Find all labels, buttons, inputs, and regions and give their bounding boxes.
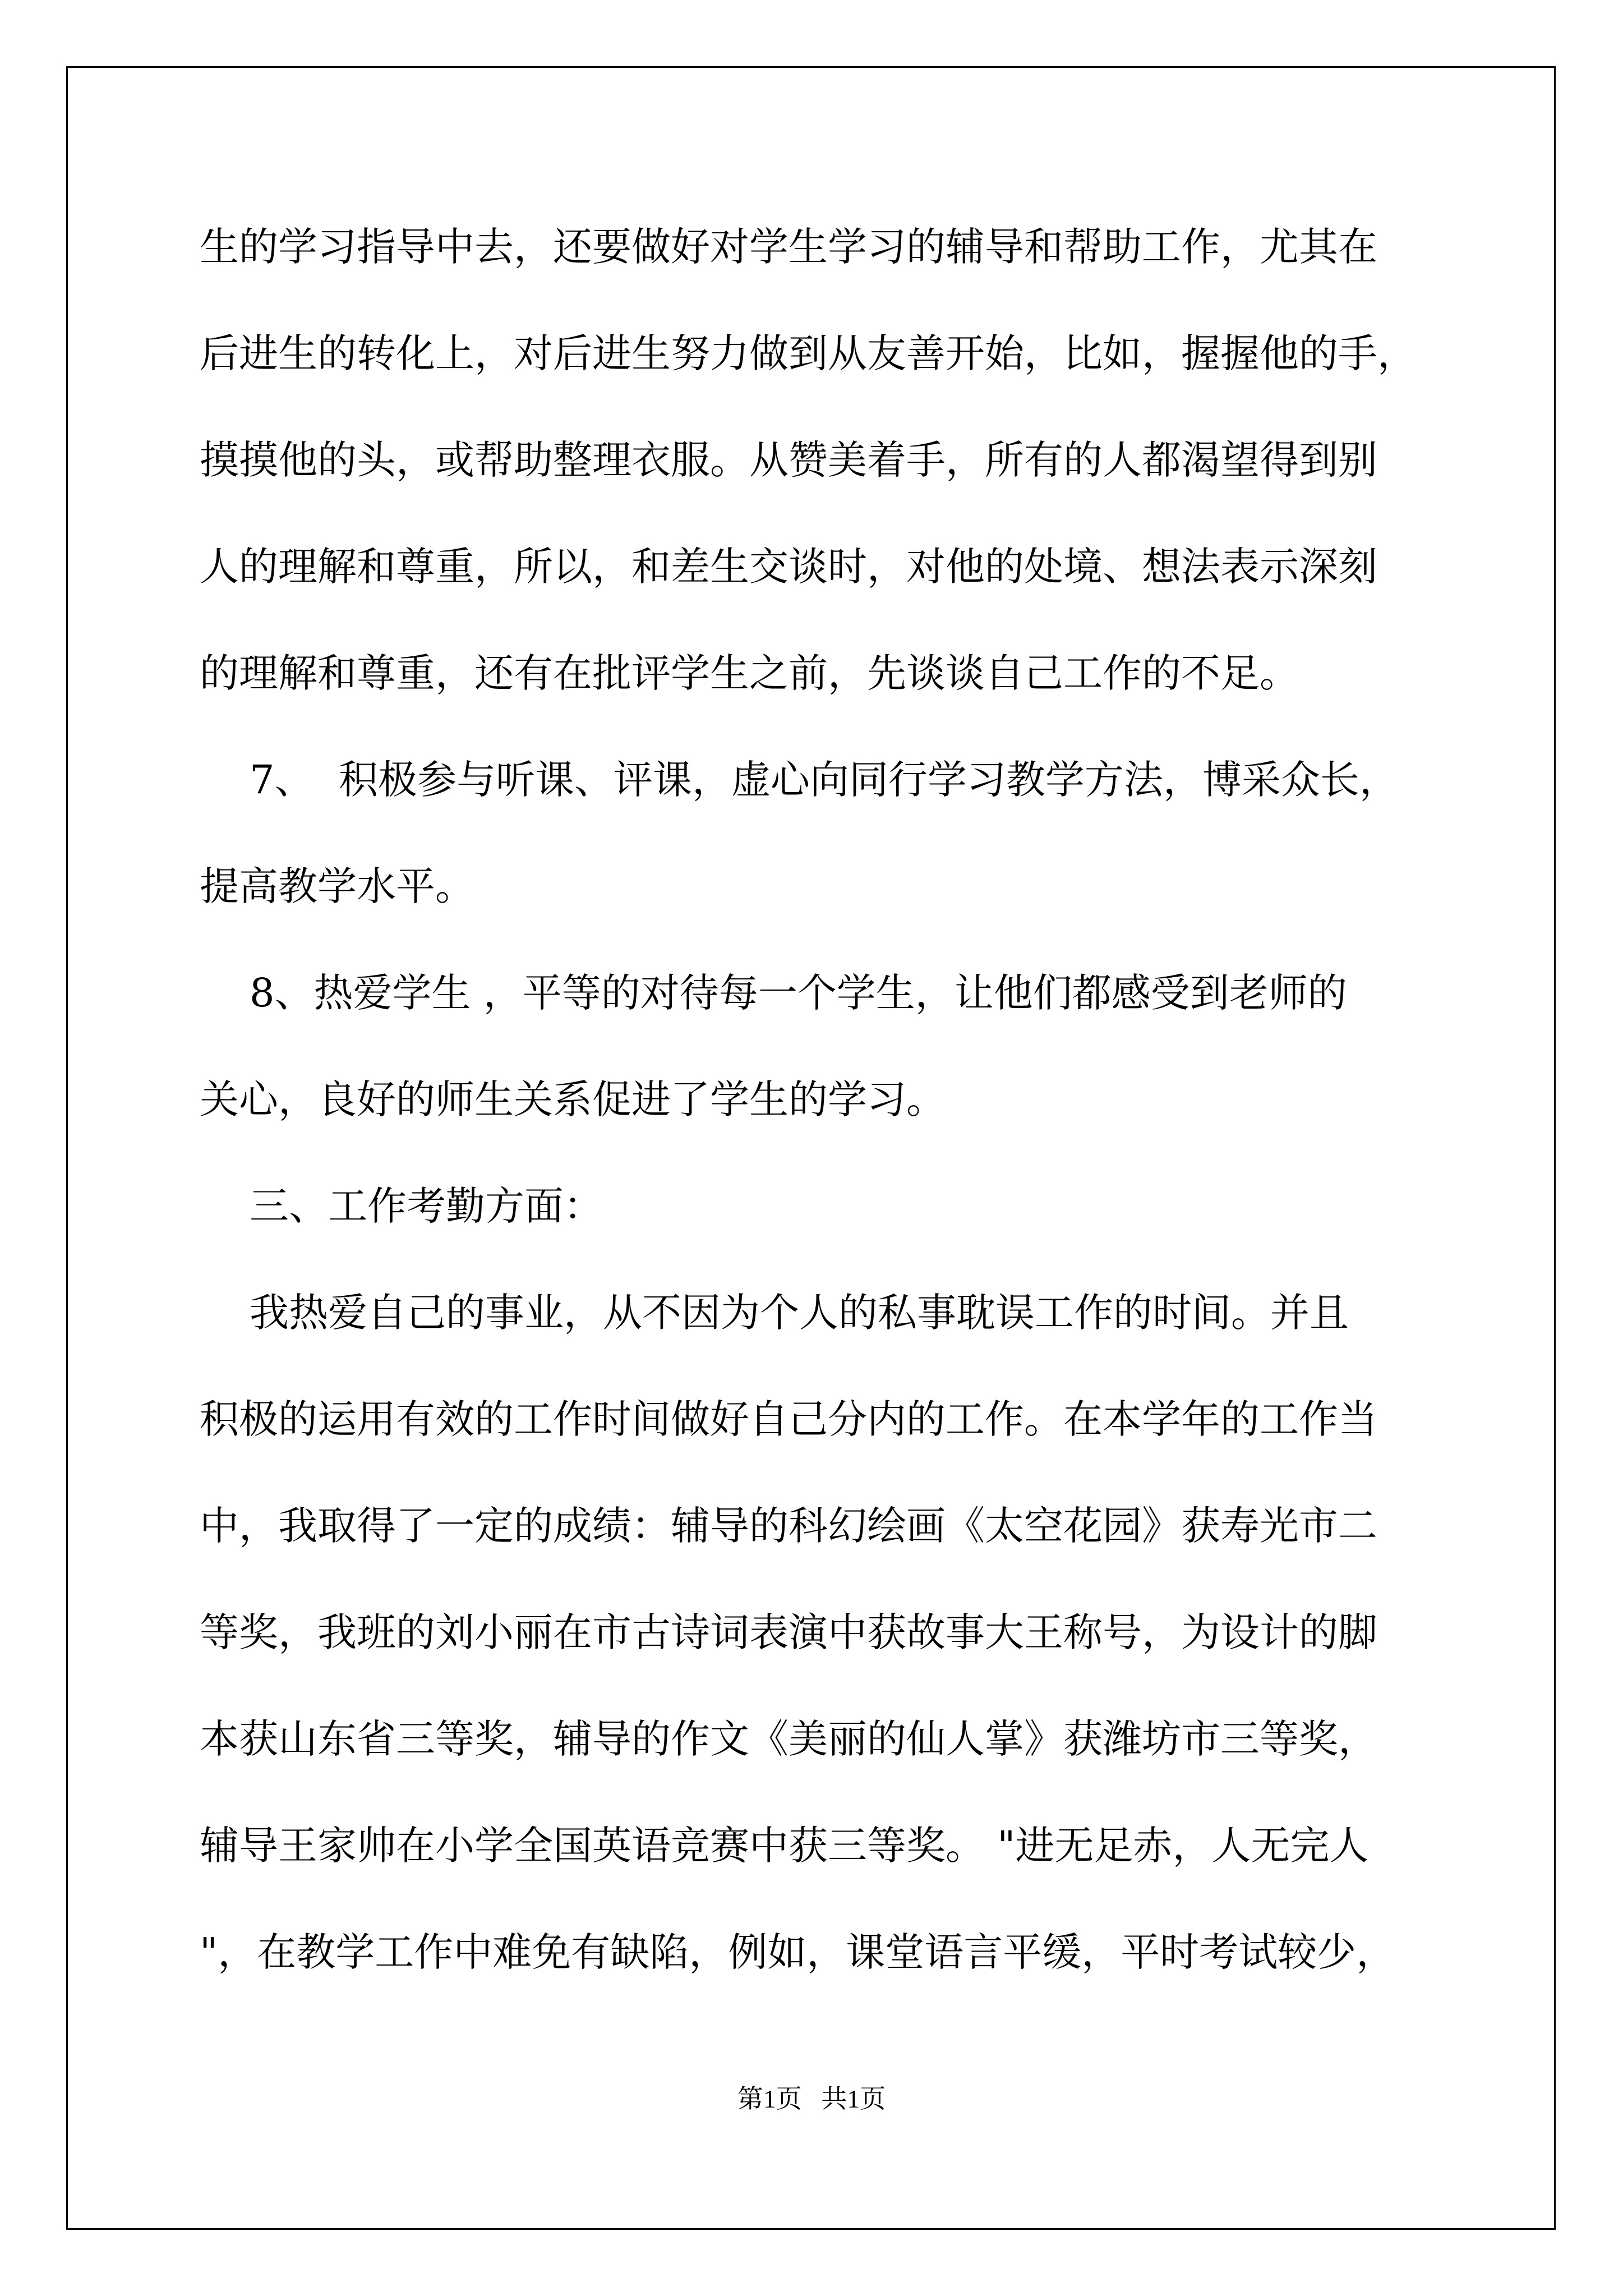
text-line: 后进生的转化上，对后进生努力做到从友善开始，比如，握握他的手， xyxy=(200,330,1417,376)
text-line: 生的学习指导中去，还要做好对学生学习的辅导和帮助工作，尤其在 xyxy=(200,224,1377,270)
text-line: 摸摸他的头，或帮助整理衣服。从赞美着手，所有的人都渴望得到别 xyxy=(200,437,1377,483)
text-line: "，在教学工作中难免有缺陷，例如，课堂语言平缓，平时考试较少， xyxy=(200,1929,1396,1975)
text-line: 关心，良好的师生关系促进了学生的学习。 xyxy=(200,1076,946,1122)
text-line: 本获山东省三等奖，辅导的作文《美丽的仙人掌》获潍坊市三等奖， xyxy=(200,1716,1377,1762)
text-line: 7、 积极参与听课、评课，虚心向同行学习教学方法，博采众长， xyxy=(200,757,1399,803)
text-line: 中，我取得了一定的成绩：辅导的科幻绘画《太空花园》获寿光市二 xyxy=(200,1503,1377,1549)
text-line: 提高教学水平。 xyxy=(200,863,474,909)
text-line: 辅导王家帅在小学全国英语竞赛中获三等奖。 "进无足赤，人无完人 xyxy=(200,1823,1369,1869)
text-line: 人的理解和尊重，所以，和差生交谈时，对他的处境、想法表示深刻 xyxy=(200,544,1377,590)
page-footer: 第1页 共1页 xyxy=(737,2085,886,2113)
text-line: 8、热爱学生 ，平等的对待每一个学生，让他们都感受到老师的 xyxy=(200,970,1347,1016)
text-line: 的理解和尊重，还有在批评学生之前，先谈谈自己工作的不足。 xyxy=(200,650,1299,696)
text-line: 等奖，我班的刘小丽在市古诗词表演中获故事大王称号，为设计的脚 xyxy=(200,1609,1377,1655)
page-border xyxy=(66,66,1556,2230)
section-heading: 三、工作考勤方面： xyxy=(200,1183,603,1229)
text-line: 积极的运用有效的工作时间做好自己分内的工作。在本学年的工作当 xyxy=(200,1396,1377,1442)
text-line: 我热爱自己的事业，从不因为个人的私事耽误工作的时间。并且 xyxy=(200,1290,1349,1336)
